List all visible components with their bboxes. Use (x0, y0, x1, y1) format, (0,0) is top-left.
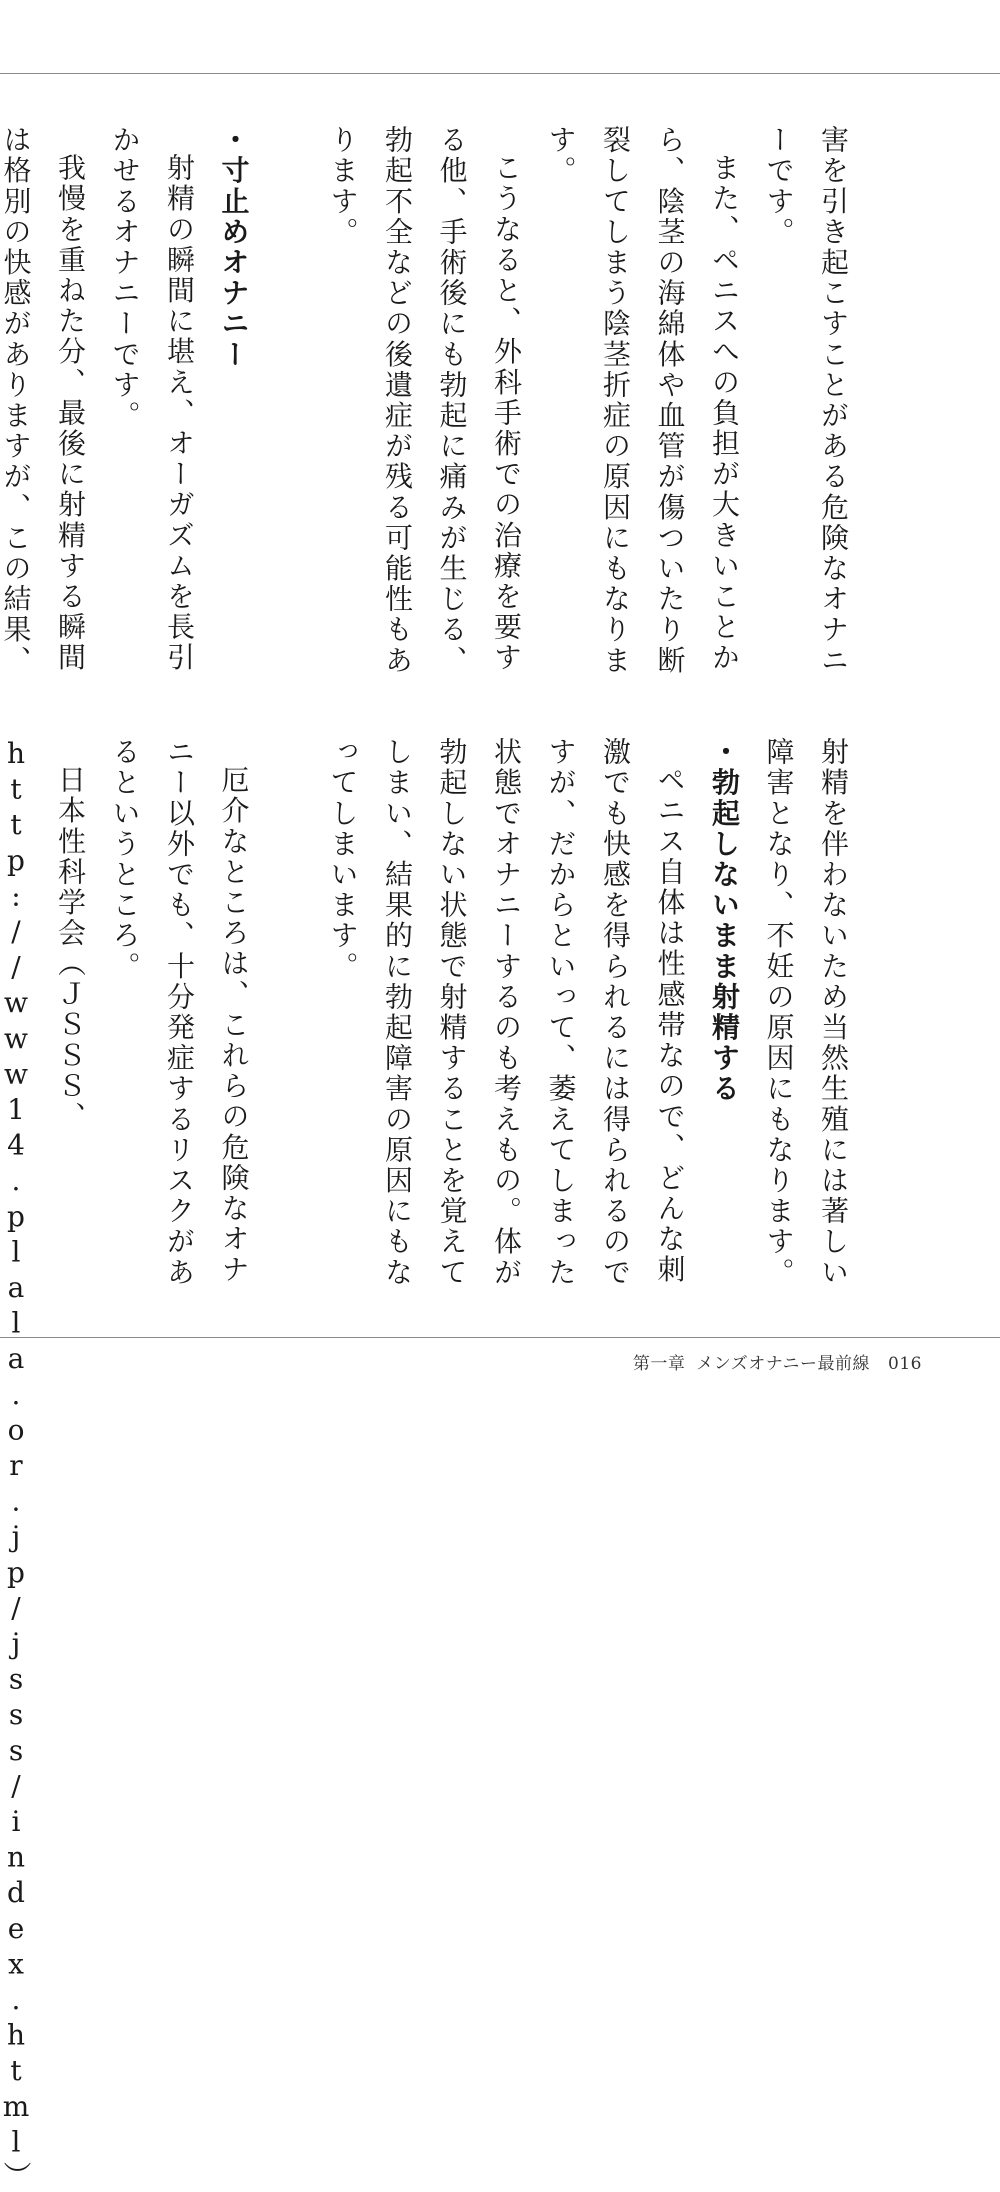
paragraph: 害を引き起こすことがある危険なオナニーです。 (762, 125, 850, 676)
paragraph: 射精を伴わないため当然生殖には著しい障害となり、不妊の原因にもなります。 (762, 737, 850, 1288)
paragraph: 厄介なところは、これらの危険なオナニー以外でも、十分発症するリスクがあるというところ。 (108, 737, 251, 1288)
paragraph: また、ペニスへの負担が大きいことから、陰茎の海綿体や血管が傷ついたり断裂してしまう陰茎折症の原因にもなります。 (544, 125, 741, 676)
bottom-rule (0, 1337, 1000, 1338)
paragraph: 我慢を重ねた分、最後に射精する瞬間は格別の快感がありますが、この結果、 (0, 125, 87, 676)
blank-line (261, 125, 316, 695)
paragraph: 日本性科学会（ＪＳＳＳ、http://www14.plala.or.jp/jsss/index.html） (0, 737, 87, 2192)
paragraph: こうなると、外科手術での治療を要する他、手術後にも勃起に痛みが生じる、勃起不全などの後遺症が残る可能性もあります。 (326, 125, 523, 676)
section-heading: ・寸止めオナニー (217, 125, 251, 370)
section-heading: ・勃起しないまま射精する (708, 737, 741, 1105)
top-rule (0, 73, 1000, 74)
upper-text-block (0, 125, 860, 695)
page-number: 016 (888, 1354, 922, 1374)
section-label: メンズオナニー最前線 (696, 1354, 871, 1374)
blank-line (261, 737, 316, 1307)
chapter-label: 第一章 (632, 1354, 686, 1374)
page-footer (633, 1349, 922, 1374)
paragraph: ペニス自体は性感帯なので、どんな刺激でも快感を得られるには得られるのですが、だからといって、萎えてしまった状態でオナニーするのも考えもの。体が勃起しない状態で射精することを覚えてしまい、結果的に勃起障害の原因にもなってしまいます。 (326, 737, 687, 1288)
paragraph: 射精の瞬間に堪え、オーガズムを長引かせるオナニーです。 (108, 125, 196, 674)
